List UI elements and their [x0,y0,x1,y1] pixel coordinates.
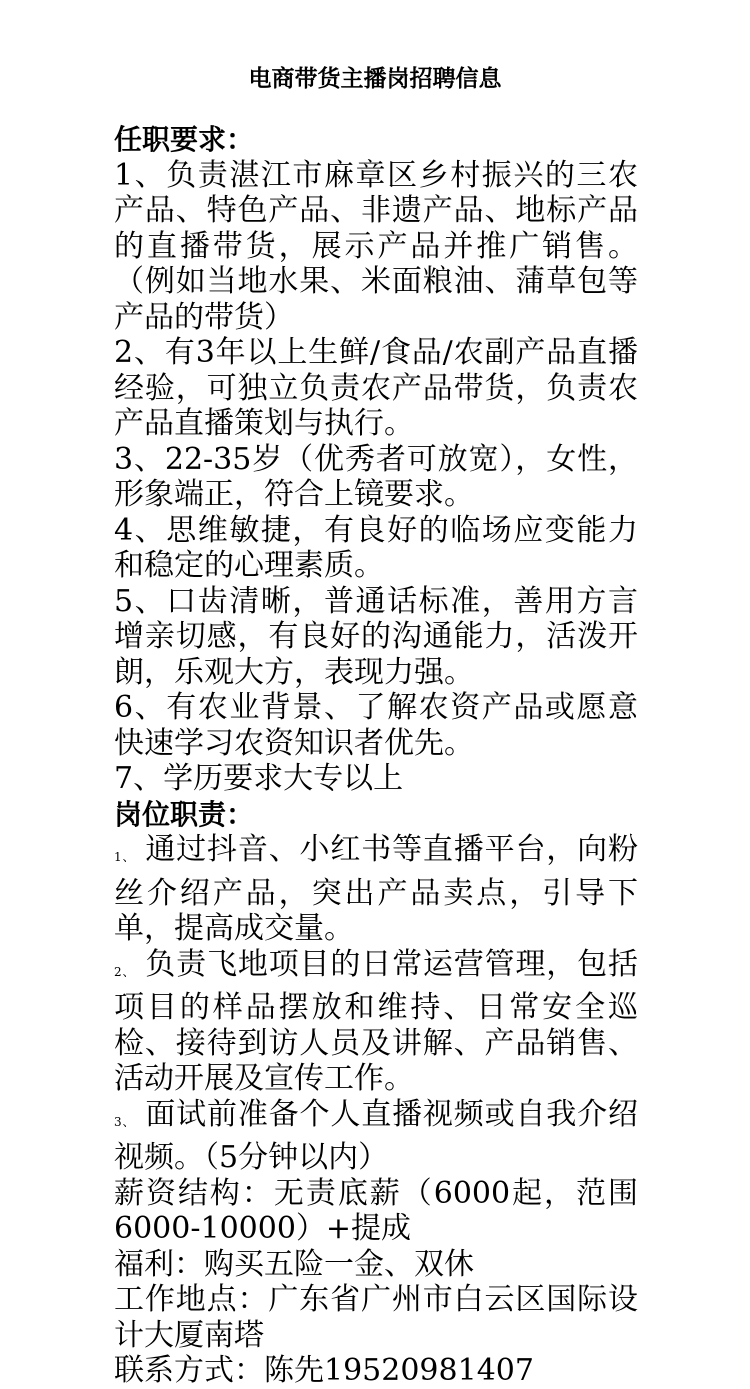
duty-number: 2、 [114,964,136,979]
requirement-item-6: 6、有农业背景、了解农资产品或愿意快速学习农资知识者优先。 [114,690,638,761]
duty-number: 3、 [114,1114,136,1129]
requirement-item-5: 5、口齿清晰，普通话标准，善用方言增亲切感，有良好的沟通能力，活泼开朗，乐观大方，表现力强。 [114,583,638,690]
benefits-line: 福利：购买五险一金、双休 [114,1246,474,1282]
duty-item-3 [114,1097,638,1176]
salary-line: 薪资结构：无责底薪（6000起，范围6000-10000）+提成 [114,1175,638,1246]
document-body [114,122,638,1389]
requirement-item-7: 7、学历要求大专以上 [114,761,404,796]
duty-item-2 [114,947,638,1097]
duties-heading: 岗位职责： [114,797,255,831]
duty-item-1 [114,832,638,947]
requirement-item-2: 2、有3年以上生鲜/食品/农副产品直播经验，可独立负责农产品带货，负责农产品直播策划与执行。 [114,335,638,441]
requirement-item-3: 3、22-35岁（优秀者可放宽），女性，形象端正，符合上镜要求。 [114,441,638,512]
duty-text: 通过抖音、小红书等直播平台，向粉丝介绍产品，突出产品卖点，引导下单，提高成交量。 [114,832,638,946]
location-line: 工作地点：广东省广州市白云区国际设计大厦南塔 [114,1282,638,1353]
contact-line: 联系方式：陈先19520981407 [114,1353,534,1388]
duty-text: 负责飞地项目的日常运营管理，包括项目的样品摆放和维持、日常安全巡检、接待到访人员及讲解、产品销售、活动开展及宣传工作。 [114,946,638,1096]
requirement-item-1: 1、负责湛江市麻章区乡村振兴的三农产品、特色产品、非遗产品、地标产品的直播带货，展示产品并推广销售。（例如当地水果、米面粮油、蒲草包等产品的带货） [114,157,638,335]
requirements-heading: 任职要求： [114,123,255,156]
duty-number: 1、 [114,850,136,864]
document-title: 电商带货主播岗招聘信息 [248,66,502,92]
requirement-item-4: 4、思维敏捷，有良好的临场应变能力和稳定的心理素质。 [114,512,638,583]
duty-text: 面试前准备个人直播视频或自我介绍视频。（5分钟以内） [114,1096,638,1175]
